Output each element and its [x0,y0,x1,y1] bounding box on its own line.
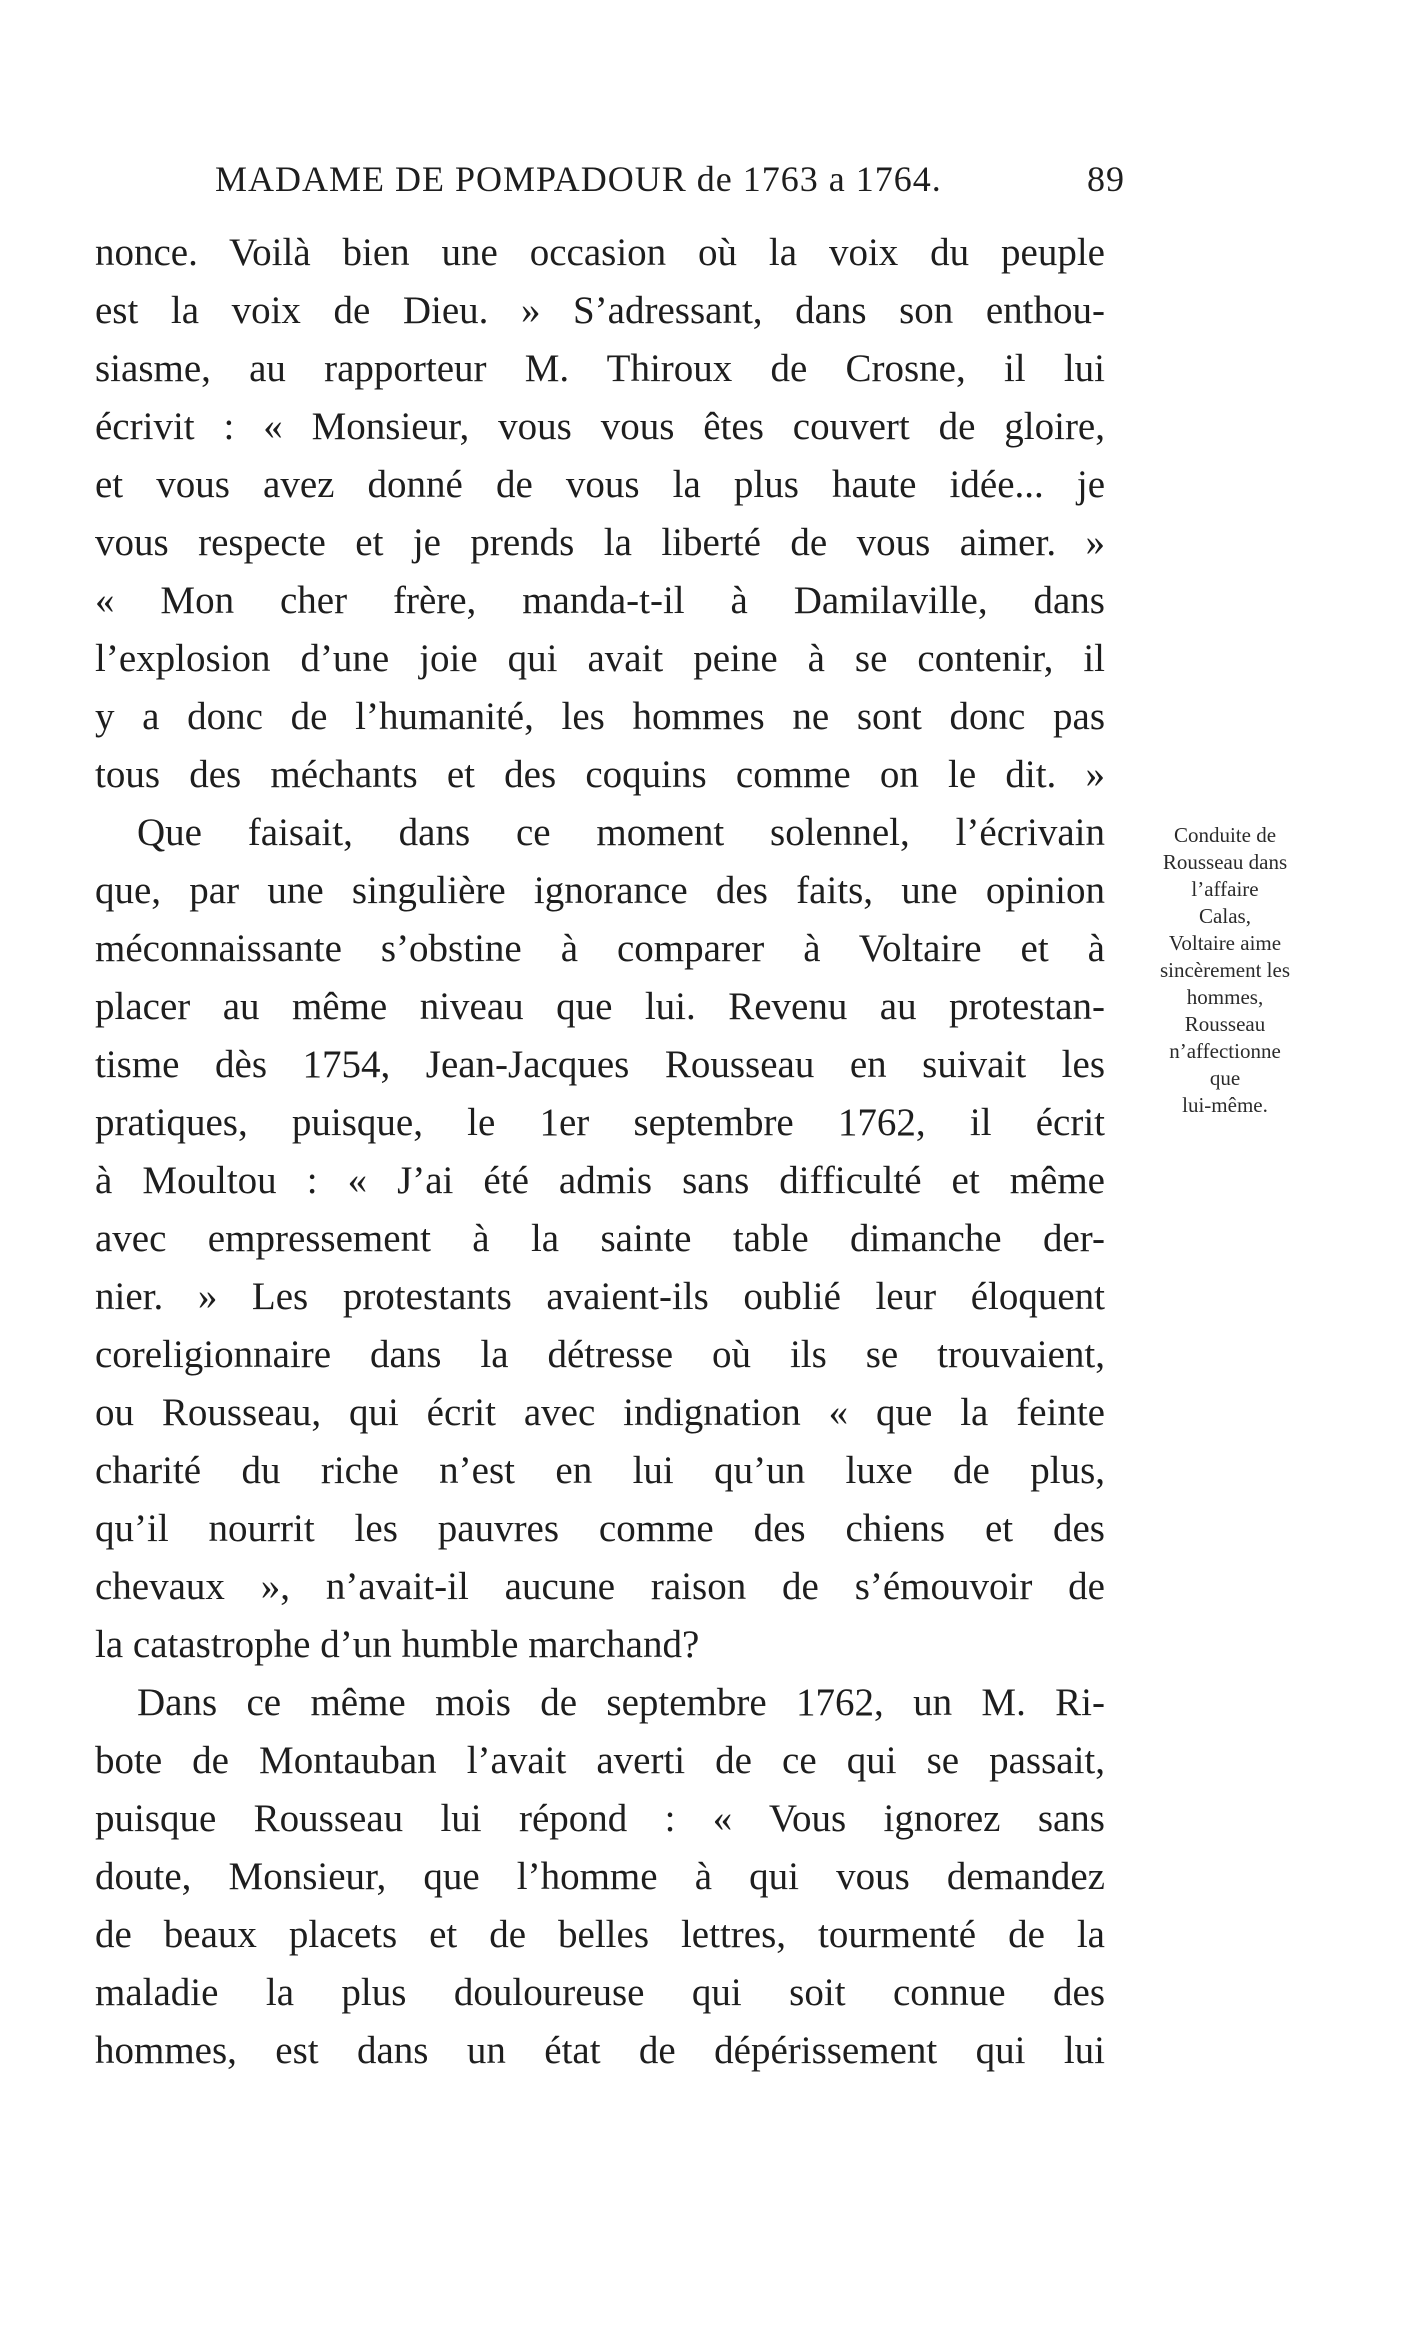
margin-note-line: Rousseau dans [1162,850,1288,874]
text-line: maladie la plus douloureuse qui soit connue des [95,1971,1105,2014]
margin-note [1130,822,1320,1119]
running-head-title: MADAME DE POMPADOUR de 1763 a 1764. [215,159,942,199]
text-line: de beaux placets et de belles lettres, tourmenté de la [95,1913,1105,1956]
paragraph-end-line: la catastrophe d’un humble marchand? [95,1623,700,1666]
text-line: pratiques, puisque, le 1er septembre 1762, il écrit [95,1101,1105,1144]
text-line: tous des méchants et des coquins comme on le dit. » [95,753,1105,796]
margin-note-line: Voltaire aime [1168,931,1282,955]
paragraph-start-line: Dans ce même mois de septembre 1762, un M. Ri- [137,1681,1105,1724]
text-line: siasme, au rapporteur M. Thiroux de Crosne, il lui [95,347,1105,390]
margin-note-line: sincèrement les [1159,958,1291,982]
margin-note-line: Conduite de [1173,823,1277,847]
text-line: et vous avez donné de vous la plus haute idée... je [95,463,1105,506]
text-line: vous respecte et je prends la liberté de vous aimer. » [95,521,1105,564]
margin-note-line: hommes, [1186,985,1264,1009]
text-line: puisque Rousseau lui répond : « Vous ignorez sans [95,1797,1105,1840]
running-head [215,158,1125,204]
text-line: tisme dès 1754, Jean-Jacques Rousseau en suivait les [95,1043,1105,1086]
margin-note-line: que [1209,1066,1241,1090]
paragraph-start-line: Que faisait, dans ce moment solennel, l’écrivain [137,811,1105,854]
text-line: bote de Montauban l’avait averti de ce qui se passait, [95,1739,1105,1782]
margin-note-line: n’affectionne [1169,1039,1281,1063]
margin-note-line: l’affaire [1191,877,1259,901]
text-line: avec empressement à la sainte table dimanche der- [95,1217,1105,1260]
margin-note-line: Rousseau [1184,1012,1266,1036]
text-line: y a donc de l’humanité, les hommes ne sont donc pas [95,695,1105,738]
margin-note-line: Calas, [1199,904,1251,928]
text-line: charité du riche n’est en lui qu’un luxe de plus, [95,1449,1105,1492]
margin-note-line: lui-même. [1182,1093,1268,1117]
text-line: nier. » Les protestants avaient-ils oublié leur éloquent [95,1275,1105,1318]
page-number: 89 [1087,159,1125,199]
text-line: à Moultou : « J’ai été admis sans difficulté et même [95,1159,1105,1202]
text-line: est la voix de Dieu. » S’adressant, dans son enthou- [95,289,1105,332]
text-line: « Mon cher frère, manda-t-il à Damilaville, dans [95,579,1105,622]
text-line: placer au même niveau que lui. Revenu au protestan- [95,985,1105,1028]
text-line: coreligionnaire dans la détresse où ils se trouvaient, [95,1333,1105,1376]
text-line: écrivit : « Monsieur, vous vous êtes couvert de gloire, [95,405,1105,448]
text-line: l’explosion d’une joie qui avait peine à se contenir, il [95,637,1105,680]
text-line: hommes, est dans un état de dépérissement qui lui [95,2029,1105,2072]
text-line: méconnaissante s’obstine à comparer à Voltaire et à [95,927,1105,970]
text-line: qu’il nourrit les pauvres comme des chiens et des [95,1507,1105,1550]
text-line: nonce. Voilà bien une occasion où la voix du peuple [95,231,1105,274]
text-line: que, par une singulière ignorance des faits, une opinion [95,869,1105,912]
body-text [95,224,1105,2080]
text-line: ou Rousseau, qui écrit avec indignation « que la feinte [95,1391,1105,1434]
text-line: chevaux », n’avait-il aucune raison de s’émouvoir de [95,1565,1105,1608]
text-line: doute, Monsieur, que l’homme à qui vous demandez [95,1855,1105,1898]
